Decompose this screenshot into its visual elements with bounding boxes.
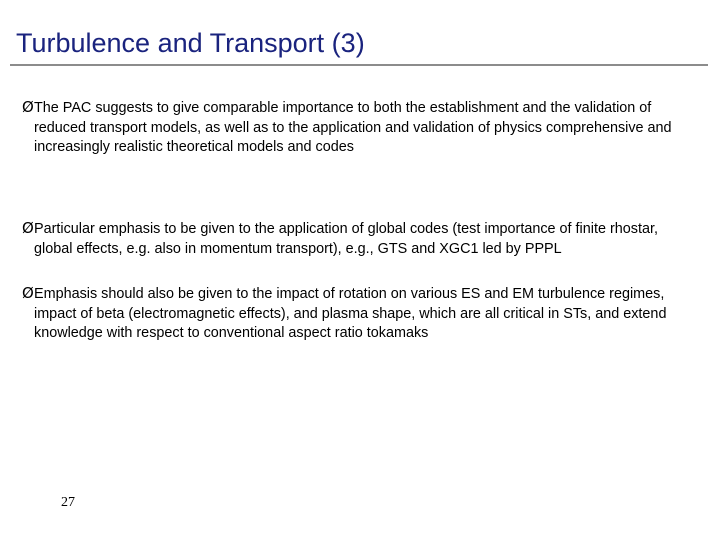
arrow-bullet-icon: Ø <box>22 284 34 302</box>
arrow-bullet-icon: Ø <box>22 98 34 116</box>
bullet-item <box>14 99 686 158</box>
title-divider <box>10 64 708 66</box>
slide-title: Turbulence and Transport (3) <box>16 28 365 58</box>
bullet-text: Emphasis should also be given to the impact of rotation on various ES and EM turbulence regimes, impact of beta (electromagnetic effects), and plasma shape, which are all critical in STs, and extend knowledge with respect to conventional aspect ratio tokamaks <box>34 286 667 341</box>
bullet-text: The PAC suggests to give comparable importance to both the establishment and the validation of reduced transport models, as well as to the application and validation of physics comprehensive and increasingly realistic theoretical models and codes <box>34 100 672 155</box>
arrow-bullet-icon: Ø <box>22 219 34 237</box>
page-number: 27 <box>61 495 75 510</box>
bullet-text: Particular emphasis to be given to the application of global codes (test importance of finite rhostar, global effects, e.g. also in momentum transport), e.g., GTS and XGC1 led by PPPL <box>34 221 658 257</box>
bullet-item <box>14 285 686 344</box>
bullet-item <box>14 220 686 259</box>
